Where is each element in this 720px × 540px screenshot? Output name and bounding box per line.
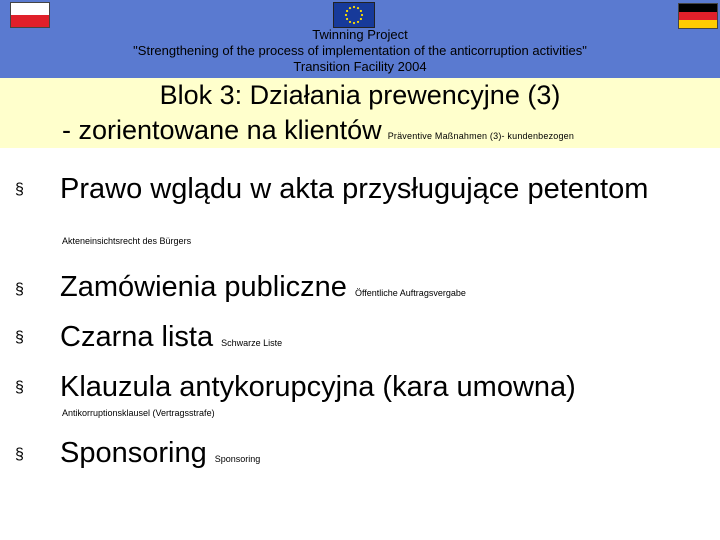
eu-star-icon [353, 6, 355, 8]
project-name: Twinning Project [312, 27, 408, 42]
eu-star-icon [349, 21, 351, 23]
item-german-note: Sponsoring [214, 454, 261, 464]
subtitle-polish: - zorientowane na klientów [62, 115, 382, 145]
eu-star-icon [346, 10, 348, 12]
item-text: Czarna lista [60, 321, 214, 353]
poland-flag-icon [10, 2, 50, 28]
list-item-anticorruption-clause [60, 370, 576, 404]
list-item-blacklist [60, 320, 282, 360]
bullet-marker: § [15, 446, 24, 463]
list-item-sponsoring [60, 436, 260, 476]
bullet-marker: § [15, 329, 24, 346]
slide-title: Blok 3: Działania prewencyjne (3) [159, 80, 561, 110]
project-facility: Transition Facility 2004 [293, 59, 427, 74]
slide-subtitle [62, 114, 574, 152]
eu-star-icon [349, 7, 351, 9]
eu-star-icon [357, 21, 359, 23]
project-info [0, 27, 720, 75]
eu-flag-icon [333, 2, 375, 28]
bullet-marker: § [15, 281, 24, 298]
item-text: Zamówienia publiczne [60, 271, 347, 303]
list-item-public-procurement [60, 270, 466, 310]
subtitle-german: Präventive Maßnahmen (3)- kundenbezogen [387, 131, 575, 141]
item-german-note: Öffentliche Auftragsvergabe [354, 288, 466, 298]
bullet-marker: § [15, 181, 24, 198]
item-text: Prawo wglądu w akta przysługujące petentom [60, 173, 649, 205]
item-text: Sponsoring [60, 437, 207, 469]
eu-star-icon [361, 14, 363, 16]
item-text: Klauzula antykorupcyjna (kara umowna) [60, 371, 576, 403]
project-description: "Strengthening of the process of implementation of the anticorruption activities" [133, 43, 587, 58]
eu-star-icon [357, 7, 359, 9]
eu-star-icon [360, 18, 362, 20]
eu-star-icon [346, 18, 348, 20]
eu-star-icon [360, 10, 362, 12]
item-german-note: Akteneinsichtsrecht des Bürgers [62, 236, 192, 246]
eu-star-icon [345, 14, 347, 16]
item-german-note: Schwarze Liste [221, 338, 283, 348]
germany-flag-icon [678, 3, 718, 29]
eu-star-icon [353, 22, 355, 24]
item-german-note: Antikorruptionsklausel (Vertragsstrafe) [62, 408, 215, 418]
list-item-access-to-files [60, 172, 648, 206]
bullet-marker: § [15, 379, 24, 396]
